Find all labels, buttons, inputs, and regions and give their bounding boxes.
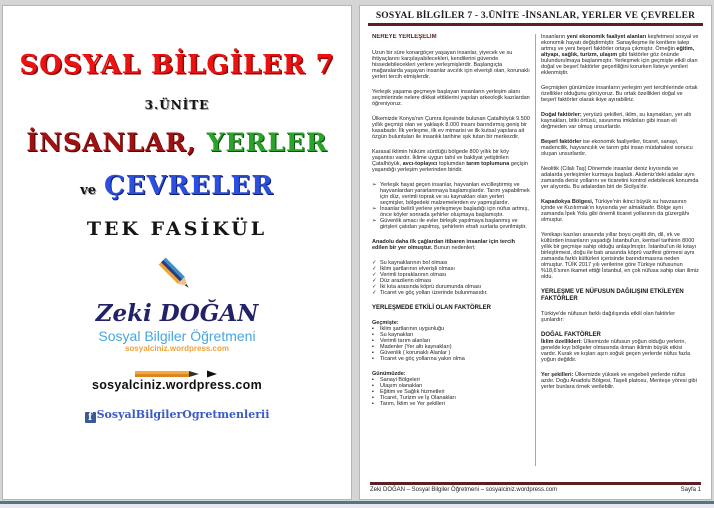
footer-author-info: Zeki DOĞAN – Sosyal Bilgiler Öğretmeni – sosyalciniz.wordpress.com [370,487,558,493]
paragraph: Ülkemizde Konya'nın Çumra ilçesinde bulunan Çatalhöyük 9.500 yıllık geçmişi olan ve yaklaşık 8.000 insanı barındırmış geniş bir kasabadır. İlk yerleşme, ilk ev mimarisi ve ilk kutsal yapılara ait özgün buluntuları ile insanlık tarihine ışık tutan bir merkezdir. [372,115,530,140]
list-item: ▪ Ticaret ve göç yollarına yakın olma [372,356,465,362]
author-title: Sosyal Bilgiler Öğretmeni [98,328,256,344]
list-label: Günümüzde: [372,371,406,377]
list-item: ✓ Ticaret ve göç yolları üzerinde bulunmasıdır. [372,289,488,296]
check-icon: ✓ [372,265,377,272]
paragraph: Neolitik (Cilalı Taş) Dönemde insanlar deniz kıyısında ve adalarda yerleşimler kurmaya başladı. Akdeniz'deki adalar aynı zamanda deniz yollarını ve ticaretini kontrol edebilecek konumda yer alıyordu. Bu adalardan biri de Sicilya'dır. [541,166,699,190]
paragraph: Geçmişten günümüze insanların yerleşim yeri tercihlerinde ortak özellikler olduğunu görüyoruz. Bu ortak özellikleri doğal ve beşerî faktörler olarak ikiye ayırabiliriz. [541,85,698,103]
check-icon: ✓ [372,289,377,296]
left-column [372,34,530,466]
window-below-edge [0,504,714,508]
paragraph: Doğal faktörler; yeryüzü şekilleri, iklim, su kaynakları, yer altı kaynakları, bitki örtüsü, savunma imkânları gibi insan eli değmeden var olmuş unsurlardır. [541,112,692,130]
paragraph: İnsanların yeni ekonomik faaliyet alanları keşfetmesi sosyal ve ekonomik hayatı değiştirmiştir. Sanayileşme ile kentlere talep artmış ve yeni beşerî faktörler ortaya çıkmıştır. Örneğin eğitim, altyapı, sağlık, turizm, ulaşım gibi faktörler göz önünde bulundurulmaya başlanmıştır. Yerleşmek için geçmişte etkili olan doğal ve beşerî faktörler geçerliliğini korurken listeye yenileri eklenmiştir. [541,34,699,76]
square-bullet-icon: ▪ [372,383,374,389]
list-item: ✓ Verimli topraklarının olması [372,271,447,278]
square-bullet-icon: ▪ [372,395,374,401]
square-bullet-icon: ▪ [372,344,374,350]
cover-unit-label: 3.ÜNİTE [144,98,210,112]
section-heading: DOĞAL FAKTÖRLER [541,332,601,338]
header-rule [368,23,703,26]
square-bullet-icon: ▪ [372,356,374,362]
paragraph: Kapadokya Bölgesi, Türkiye'nin ikinci büyük su havzasının içinde ve Kızılırmak'ın kıyısında yer almaktadır. Bölge aynı zamanda İpek Yolu gibi önemli ticaret yollarının da güzergâhı olmuştur. [541,199,690,223]
list-item: ➢ Yerleşik hayat geçen insanlar, hayvanları evcilleştirmiş ve hayvanlardan yararlanmaya başlamışlardır. Tarım yapabilmek için düz, verimli toprak ve su kaynakları olan yerleri seçmişler, bölgedeki malzemelerden ev yapmışlardır. [372,181,530,206]
cover-page [2,5,352,500]
square-bullet-icon: ▪ [372,332,374,338]
square-bullet-icon: ▪ [372,350,374,356]
arrow-bullet-icon: ➢ [372,217,377,224]
website-link[interactable]: sosyalciniz.wordpress.com [91,378,263,392]
list-label: Geçmişte: [372,320,399,326]
facebook-page-name: SosyalBilgilerOgretmenlerii [96,408,270,421]
footer-page-number: Sayfa 1 [680,487,701,493]
list-item: ▪ Su kaynakları [372,332,414,338]
list-item: ▪ Madenler (Yer altı kaynakları) [372,344,452,350]
arrow-bullet-list [372,182,530,230]
list-item: ▪ Sanayi Bölgeleri [372,377,420,383]
page-footer [370,482,701,493]
list-item: ▪ Eğitim ve Sağlık hizmetleri [372,389,445,395]
lead-paragraph: Anadolu daha ilk çağlardan itibaren insanlar için tercih edilen bir yer olmuştur. Bunun nedenleri; [372,238,516,251]
facebook-icon: f [85,412,96,423]
list-item: ▪ Verimli tarım alanları [372,338,431,344]
section-heading: NEREYE YERLEŞELİM [372,34,437,40]
section-heading: YERLEŞME VE NÜFUSUN DAĞILIŞINI ETKİLEYEN FAKTÖRLER [541,289,684,302]
footer-rule [370,482,701,485]
two-column-text [372,34,699,466]
today-factors-list [372,371,530,407]
pencil-logo-icon [3,252,351,305]
paragraph: Yerleşik yaşama geçmeye başlayan insanların yerleşim alanı seçimlerinde nelere dikkat ettiklerini yapılan arkeolojik kazılardan öğreniyoruz. [372,88,530,107]
list-item: ▪ Tarım, İklim ve Yer şekilleri [372,401,445,407]
list-item: ▪ Ticaret, Turizm ve İş Olanakları [372,395,456,401]
check-icon: ✓ [372,259,377,266]
list-item: ➢ İnsanlar belirli yerlere yerleşmeye başladığı için nüfus artmış, önce köyler sonrada şehirler oluşmaya başlamıştır. [372,205,529,218]
list-item: ➢ Güvenlik amacı ile evler birleşik yapılmaya başlanmış ve girişleri çatıdan yapılmış, şehirlerin etrafı surlarla çevrilmiştir. [372,217,527,230]
list-item: ✓ İklim şartlarının elverişli olması [372,265,455,272]
paragraph: Karasal iklimin hüküm sürdüğü bölgede 800 yıllık bir köy yaşantısı vardır. İklime uygun tahıl ve bakliyat yetiştirilen Çatalhöyük, avcı-toplayıcı toplumdan tarım toplumuna geçişin yaşandığı yerleşim yerlerinden biridir. [372,148,528,173]
cover-word-cevreler: ÇEVRELER [104,171,274,201]
list-item: ▪ Güvenlik ( korunaklı Alanlar ) [372,350,451,356]
author-website-small[interactable]: sosyalciniz.wordpress.com [124,344,230,353]
facebook-line[interactable] [3,408,351,423]
square-bullet-icon: ▪ [372,326,374,332]
check-icon: ✓ [372,271,377,278]
content-page [359,5,712,500]
section-heading: YERLEŞMEDE ETKİLİ OLAN FAKTÖRLER [372,304,492,311]
paragraph: Yer şekilleri: Ülkemizde yüksek ve engebeli yerlerde nüfus azdır. Doğu Anadolu Bölgesi, Taşeli platosu, Menteşe yöresi gibi yerler bunlara örnek verilebilir. [541,371,697,390]
column-divider [535,34,536,466]
cover-subject-line2 [3,171,351,201]
list-item: ▪ Ulaşım olanakları [372,383,423,389]
square-bullet-icon: ▪ [372,377,374,383]
cover-word-insanlar: İNSANLAR, [26,128,197,157]
arrow-bullet-icon: ➢ [372,205,377,212]
square-bullet-icon: ▪ [372,401,374,407]
list-item: ✓ İki kıta arasında köprü durumunda olması [372,283,482,290]
square-bullet-icon: ▪ [372,338,374,344]
author-name: Zeki DOĞAN [95,300,259,327]
cover-title: SOSYAL BİLGİLER 7 [19,50,335,80]
past-factors-list [372,320,530,362]
check-icon: ✓ [372,277,377,284]
square-bullet-icon: ▪ [372,389,374,395]
check-list [372,260,530,296]
right-column [541,34,699,466]
list-item: ▪ İklim şartlarının uygunluğu [372,326,445,332]
paragraph: Türkiye'de nüfusun farklı dağılışında etkili olan faktörler şunlardır: [541,311,676,323]
paragraph: Uzun bir süre konargöçer yaşayan insanlar, yiyecek ve su ihtiyaçlarını karşılayabilecekleri, kendilerini güvende hissedebilecekleri yerlere yerleşmişlerdir. Başlangıçta mağaralarda yaşayan insanlar avcılık için elverişli olan, korunaklı yerleri tercih etmişlerdir. [372,49,530,80]
page-header-title: SOSYAL BİLGİLER 7 - 3.ÜNİTE -İNSANLAR, YERLER VE ÇEVRELER [375,11,696,21]
check-icon: ✓ [372,283,377,290]
paragraph: Yenikapı kazıları arasında yıllar boyu çeşitli din, dil, ırk ve kültürden insanların yaşadığı İstanbul'un, kentsel tarihinin 8000 yıllık bir geçmişe sahip olduğu anlaşılmıştır. İstanbul'un iki kıtayı birleştirmesi, doğu ile batı arasında köprü vazifesi görmesi aynı zamanda farklı kültürleri içerisinde barındırmasına neden olmuştur. TÜİK 2017 yılı verilerine göre Türkiye nüfusunun %18,6'sının ikamet ettiği İstanbul, en çok nüfusa sahip olan ilimiz oldu. [541,232,699,280]
paragraph: İklim özellikleri: Ülkemizde nüfusun yoğun olduğu yerlerin, genelde kıyı bölgeler olmasında ılıman iklimin büyük etkisi vardır. Kurak ve kışları aşırı soğuk geçen yerlerde nüfus fazla yoğun değildir. [541,338,691,363]
paragraph: Beşerî faktörler ise ekonomik faaliyetler, ticaret, sanayi, madencilik, hayvancılık ve tarım gibi insan müdahalesi sonucu oluşan unsurlardır. [541,139,693,157]
cover-word-ve: ve [80,183,96,198]
list-item: ✓ Su kaynaklarının bol olması [372,259,448,266]
arrow-bullet-icon: ➢ [372,181,377,188]
list-item: ✓ Düz arazilerin olması [372,277,432,284]
cover-word-yerler: YERLER [206,128,328,157]
cover-fascicle-label: TEK FASİKÜL [86,218,268,240]
cover-subject-line1 [3,128,351,157]
